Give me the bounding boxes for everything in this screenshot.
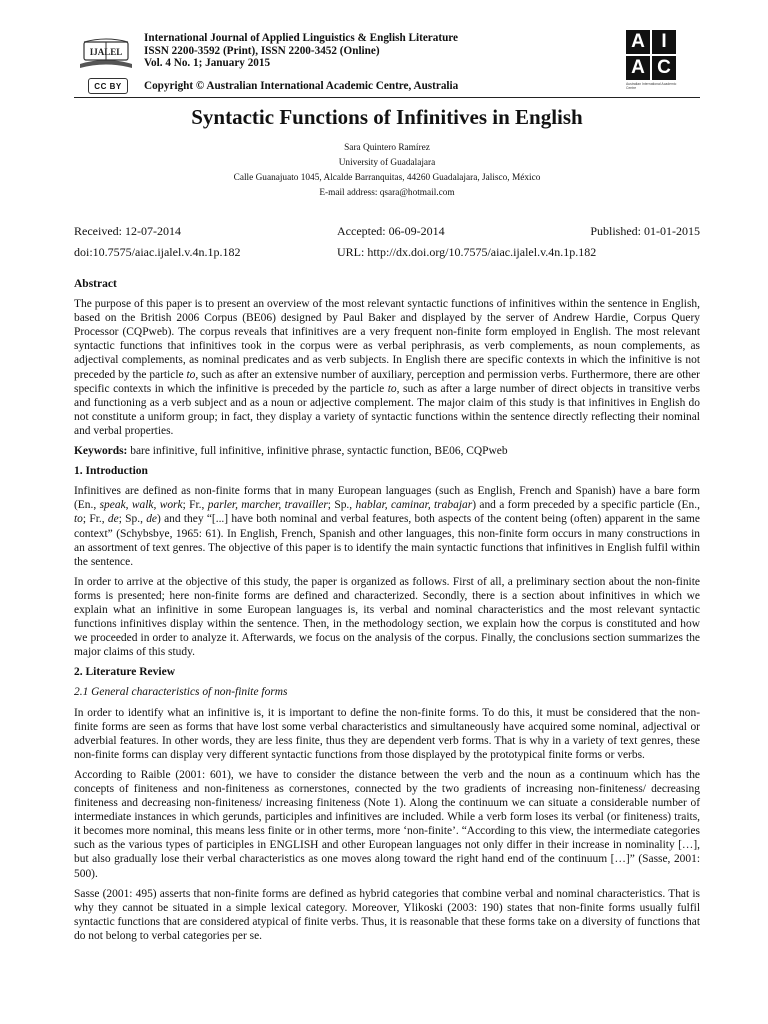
author-address: Calle Guanajuato 1045, Alcalde Barranquitas, 44260 Guadalajara, Jalisco, México bbox=[233, 173, 541, 183]
abstract-paragraph: The purpose of this paper is to present an overview of the most relevant syntactic functions of infinitives within the sentence in English, based on the British 2006 Corpus (BE06) designed by Paul Baker and displayed by the server of Andrew Hardie, Corpus Query Processor (CQPweb). The corpus reveals that infinitives are a very frequent non-finite form employed in English. The most relevant syntactic functions that infinitives took in the corpus were as verbal periphrasis, as verb complements, as noun complements, as adjectival complements, as nominal predicates and as verb subjects. In English there are specific contexts in which the infinitive is not preceded by the particle to, such as after an extensive number of auxiliary, perception and permission verbs. Furthermore, there are other specific contexts in which the infinitive is preceded by the particle to, such as after a large number of direct objects in transitive verbs and functioning as a verb subject and as a noun or adjective complement. The major claim of this study is that infinitives in English do not constitute a uniform group; in fact, they display a variety of syntactic functions within the sentence directly reflecting their nominal and verbal properties. bbox=[74, 298, 700, 437]
keywords bbox=[74, 444, 700, 458]
journal-name: International Journal of Applied Linguistics & English Literature bbox=[144, 32, 459, 44]
aiac-logo bbox=[626, 30, 700, 94]
journal-volume: Vol. 4 No. 1; January 2015 bbox=[144, 57, 271, 69]
literature-paragraph: Sasse (2001: 495) asserts that non-finite forms are defined as hybrid categories that combine verbal and nominal characteristics. That is why they cannot be situated in a simple lexical category. Moreover, Ylikoski (2003: 190) states that non-finite forms usually fulfil syntactic functions that are considered atypical of finite verbs. Thus, it is reasonable that these forms take on a diversity of functions that do not belong to verbal categories per se. bbox=[74, 887, 700, 942]
intro-paragraph: Infinitives are defined as non-finite forms that in many European languages (such as English, French and Spanish) have a bare form (En., speak, walk, work; Fr., parler, marcher, travailler; Sp., hablar, caminar, trabajar) and a form preceded by a specific particle (En., to; Fr., de; Sp., de) and they “[...] have both nominal and verbal features, both aspects of the content being (often) apparent in the same context” (Schybsbye, 1965: 61). In English, French, Spanish and other languages, this non-finite form occurs in many constructions in an assortment of text genres. The objective of this paper is to identify the main syntactic functions that infinitives in English fulfil within the sentence. bbox=[74, 485, 701, 568]
cc-license-badge: CC BY bbox=[88, 78, 128, 94]
journal-logo-text: IJALEL bbox=[89, 47, 123, 57]
accepted-date: Accepted: 06-09-2014 bbox=[337, 224, 445, 238]
journal-info bbox=[144, 32, 604, 70]
keywords-label: Keywords: bbox=[74, 445, 128, 458]
section-heading-literature-review: 2. Literature Review bbox=[74, 666, 176, 679]
journal-logo-icon bbox=[78, 34, 134, 72]
header-divider bbox=[74, 97, 700, 98]
author-university: University of Guadalajara bbox=[338, 158, 436, 168]
subsection-heading: 2.1 General characteristics of non-finite forms bbox=[74, 686, 288, 699]
aiac-letter: A bbox=[626, 30, 650, 54]
copyright-line: Copyright © Australian International Academic Centre, Australia bbox=[144, 80, 459, 92]
literature-paragraph: In order to identify what an infinitive is, it is important to define the non-finite forms. To do this, it must be considered that the non-finite forms are seen as forms that have lost some verbal characteristics and simultaneously have acquired some nominal, adjectival or adverbial features. In other words, they are less finite, thus they are dependent verb forms. That is why in a variety of text genres, these non-finite forms can display very different syntactic functions from those displayed by the prototypical finite forms or verbs. bbox=[74, 706, 700, 761]
doi-url-link[interactable]: URL: http://dx.doi.org/10.7575/aiac.ijalel.v.4n.1p.182 bbox=[337, 245, 597, 259]
abstract-heading: Abstract bbox=[74, 278, 117, 290]
aiac-letter: C bbox=[652, 56, 676, 80]
article-dates bbox=[74, 221, 700, 263]
author-affiliation bbox=[74, 141, 700, 201]
section-heading-introduction: 1. Introduction bbox=[74, 465, 148, 478]
author-name: Sara Quintero Ramírez bbox=[344, 143, 430, 153]
keywords-list: bare infinitive, full infinitive, infinitive phrase, syntactic function, BE06, CQPweb bbox=[127, 445, 508, 458]
journal-header bbox=[74, 30, 700, 98]
author-email: E-mail address: qsara@hotmail.com bbox=[319, 188, 455, 198]
received-date: Received: 12-07-2014 bbox=[74, 224, 181, 238]
literature-paragraph: According to Raible (2001: 601), we have to consider the distance between the verb and the noun as a continuum which has the concepts of finiteness and non-finiteness as cornerstones, connected by the two gradients of increasing non-finiteness/ decreasing finiteness and decreasing non-finiteness/ increasing finiteness (Note 1). Along the continuum we can situate a considerable number of intermediate instances in which gerunds, participles and infinitives are included. While a verb form loses its verbal (or finiteness) traits, it becomes more nominal, this means less finite or in other terms, more ‘non-finite’. “According to this view, the intermediate categories such as the various types of participles in ENGLISH and other European languages not only differ in their increase in nominality […], but also gradually lose their verbal characteristics as one moves along toward the right hand end of the continuum […]” (Sasse, 2001: 500). bbox=[74, 768, 700, 880]
article-body bbox=[74, 277, 700, 949]
aiac-letter: I bbox=[652, 30, 676, 54]
journal-issn: ISSN 2200-3592 (Print), ISSN 2200-3452 (Online) bbox=[144, 44, 380, 57]
aiac-letter: A bbox=[626, 56, 650, 80]
doi: doi:10.7575/aiac.ijalel.v.4n.1p.182 bbox=[74, 245, 241, 259]
published-date: Published: 01-01-2015 bbox=[590, 224, 700, 238]
aiac-tagline: Australian International Academic Centre bbox=[626, 82, 677, 90]
article-title: Syntactic Functions of Infinitives in English bbox=[191, 105, 583, 129]
intro-paragraph: In order to arrive at the objective of this study, the paper is organized as follows. First of all, a preliminary section about the non-finite forms is presented; here non-finite forms are defined and characterized. Secondly, there is a section about infinitives in which we explain what an infinitive in some European languages is, its verbal and nominal characteristics and the most relevant syntactic functions infinitives display within the sentence. Then, in the methodology section, we explain how the corpus is constituted and how we proceeded in order to analyze it. Afterwards, we focus on the analysis of the corpus. Finally, the conclusions section summarizes the major claims of this study. bbox=[74, 575, 700, 659]
